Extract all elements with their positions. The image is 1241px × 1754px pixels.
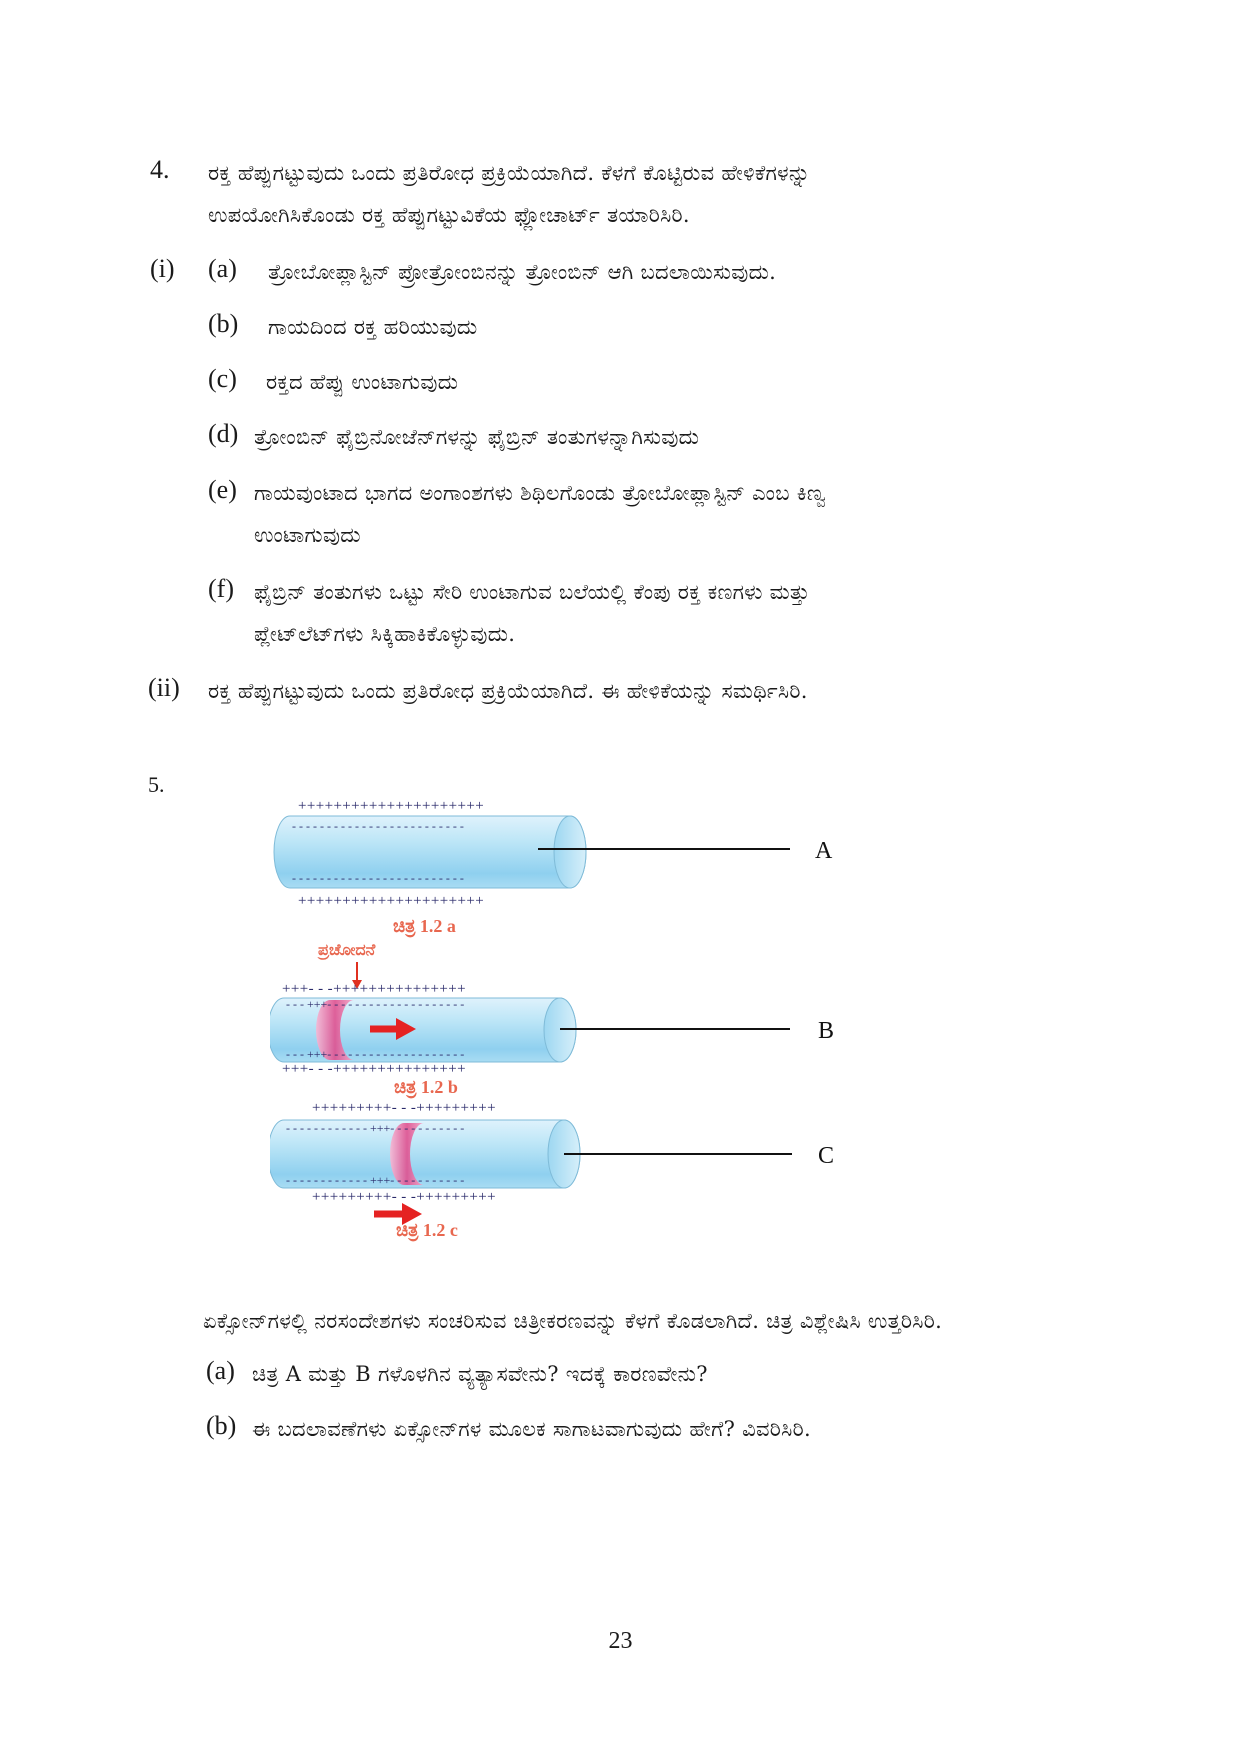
item-text: ತ್ರೋಬೋಪ್ಲಾಸ್ಟಿನ್ ಪ್ರೋತ್ರೋಂಬಿನನ್ನು ತ್ರೋಂಬಿನ್ ಆಗಿ ಬದಲಾಯಿಸುವುದು. (268, 260, 777, 284)
question-intro: ಏಕ್ಸೋನ್‌ಗಳಲ್ಲಿ ನರಸಂದೇಶಗಳು ಸಂಚರಿಸುವ ಚಿತ್ರೀಕರಣವನ್ನು ಕೆಳಗೆ ಕೊಡಲಾಗಿದೆ. ಚಿತ್ರ ವಿಶ್ಲೇಷಿಸಿ ಉತ್ತರಿಸಿರಿ. (203, 1309, 943, 1333)
negative-charges: - - - +++- - - - - - - - - - - - - - - - - - - - (286, 997, 465, 1011)
item-label: (f) (208, 574, 234, 603)
sub-question-text: ಚಿತ್ರ A ಮತ್ತು B ಗಳೊಳಗಿನ ವ್ಯತ್ಯಾಸವೇನು? ಇದಕ್ಕೆ ಕಾರಣವೇನು? (252, 1362, 708, 1386)
item-label: (b) (208, 309, 239, 338)
item-text: ಗಾಯವುಂಟಾದ ಭಾಗದ ಅಂಗಾಂಶಗಳು ಶಿಥಿಲಗೊಂಡು ತ್ರೋಬೋಪ್ಲಾಸ್ಟಿನ್ ಎಂಬ ಕಿಣ್ವ (254, 481, 826, 505)
caption-c: ಚಿತ್ರ 1.2 c (396, 1220, 458, 1240)
item-text: ರಕ್ತದ ಹೆಪ್ಪು ಉಂಟಾಗುವುದು (266, 370, 459, 394)
positive-charges: +++++++++- - -+++++++++ (312, 1100, 496, 1116)
part-label: (ii) (148, 673, 180, 702)
negative-charges: - - - - - - - - - - - - - - - - - - - - - - - - - (292, 871, 464, 885)
item-label: (d) (208, 419, 239, 448)
stimulus-label: ಪ್ರಚೋದನೆ (318, 942, 376, 959)
axon-a (274, 798, 833, 938)
question-stem-line: ರಕ್ತ ಹೆಪ್ಪುಗಟ್ಟುವುದು ಒಂದು ಪ್ರತಿರೋಧ ಪ್ರಕ್ರಿಯೆಯಾಗಿದೆ. ಕೆಳಗೆ ಕೊಟ್ಟಿರುವ ಹೇಳಿಕೆಗಳನ್ನು (208, 161, 811, 185)
caption-b: ಚಿತ್ರ 1.2 b (394, 1077, 458, 1097)
positive-charges: +++- - -+++++++++++++++ (282, 1061, 466, 1077)
axon-diagram (270, 790, 890, 1250)
positive-charges: +++++++++++++++++++++ (298, 893, 485, 909)
item-text: ಫೈಬ್ರಿನ್ ತಂತುಗಳು ಒಟ್ಟು ಸೇರಿ ಉಂಟಾಗುವ ಬಲೆಯಲ್ಲಿ ಕೆಂಪು ರಕ್ತ ಕಣಗಳು ಮತ್ತು (254, 580, 810, 604)
item-text: ತ್ರೋಂಬಿನ್ ಫೈಬ್ರಿನೋಜೆನ್‌ಗಳನ್ನು ಫೈಬ್ರಿನ್ ತಂತುಗಳನ್ನಾಗಿಸುವುದು (254, 425, 700, 449)
page-number: 23 (608, 1628, 633, 1654)
item-label: (e) (208, 475, 237, 504)
item-label: (a) (208, 254, 237, 283)
part-text: ರಕ್ತ ಹೆಪ್ಪುಗಟ್ಟುವುದು ಒಂದು ಪ್ರತಿರೋಧ ಪ್ರಕ್ರಿಯೆಯಾಗಿದೆ. ಈ ಹೇಳಿಕೆಯನ್ನು ಸಮರ್ಥಿಸಿರಿ. (208, 679, 808, 703)
negative-charges: - - - - - - - - - - - - +++- - - - - - - - - - - (286, 1121, 465, 1135)
negative-charges: - - - - - - - - - - - - - - - - - - - - - - - - - (292, 819, 464, 833)
question-number: 5. (148, 772, 165, 797)
item-text: ಗಾಯದಿಂದ ರಕ್ತ ಹರಿಯುವುದು (268, 315, 478, 339)
sub-question-label: (b) (206, 1411, 237, 1440)
label-c: C (818, 1143, 835, 1169)
axon-c (270, 1100, 834, 1242)
negative-charges: - - - +++- - - - - - - - - - - - - - - - - - - - (286, 1047, 465, 1061)
part-label: (i) (150, 254, 175, 283)
positive-charges: +++- - -+++++++++++++++ (282, 981, 466, 997)
axon-b (270, 981, 834, 1099)
positive-charges: +++++++++++++++++++++ (298, 798, 485, 814)
sub-question-label: (a) (206, 1356, 235, 1385)
item-text: ಉಂಟಾಗುವುದು (254, 523, 361, 547)
negative-charges: - - - - - - - - - - - - +++- - - - - - - - - - - (286, 1173, 465, 1187)
label-a: A (815, 838, 833, 864)
question-stem-line: ಉಪಯೋಗಿಸಿಕೊಂಡು ರಕ್ತ ಹೆಪ್ಪುಗಟ್ಟುವಿಕೆಯ ಫ್ಲೋಚಾರ್ಟ್ ತಯಾರಿಸಿರಿ. (208, 203, 690, 227)
label-b: B (818, 1018, 835, 1044)
sub-question-text: ಈ ಬದಲಾವಣೆಗಳು ಏಕ್ಸೋನ್‌ಗಳ ಮೂಲಕ ಸಾಗಾಟವಾಗುವುದು ಹೇಗೆ? ವಿವರಿಸಿರಿ. (252, 1417, 811, 1441)
item-label: (c) (208, 364, 237, 393)
question-number: 4. (150, 155, 170, 184)
caption-a: ಚಿತ್ರ 1.2 a (393, 916, 456, 936)
positive-charges: +++++++++- - -+++++++++ (312, 1189, 496, 1205)
item-text: ಪ್ಲೇಟ್‌ಲೆಟ್‌ಗಳು ಸಿಕ್ಕಿಹಾಕಿಕೊಳ್ಳುವುದು. (254, 622, 516, 646)
